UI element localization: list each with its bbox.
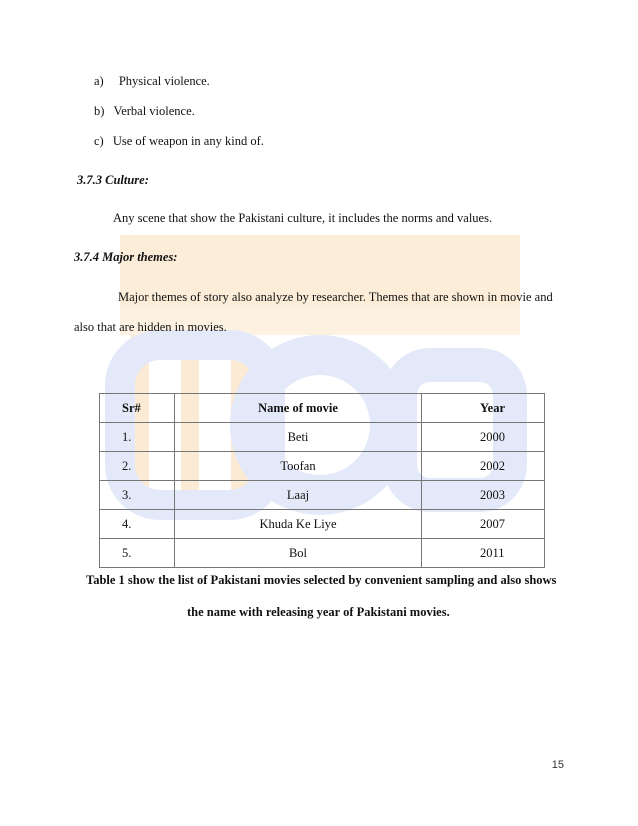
table-caption-line1: Table 1 show the list of Pakistani movies selected by convenient sampling and also shows (86, 573, 557, 587)
cell-year: 2003 (422, 481, 545, 510)
table-row (100, 539, 545, 568)
section-heading-themes: 3.7.4 Major themes: (74, 250, 178, 264)
header-year: Year (422, 394, 545, 423)
list-item (94, 74, 210, 89)
header-name: Name of movie (175, 394, 422, 423)
movies-table (99, 393, 545, 568)
table-row (100, 452, 545, 481)
table-caption-line2: the name with releasing year of Pakistani movies. (187, 605, 450, 619)
list-text: Verbal violence. (113, 104, 195, 118)
cell-name: Bol (175, 539, 422, 568)
list-item (94, 134, 264, 149)
table-header-row (100, 394, 545, 423)
list-marker: a) (94, 74, 104, 88)
table-row (100, 423, 545, 452)
section-body-themes-line2: also that are hidden in movies. (74, 320, 227, 334)
cell-name: Beti (175, 423, 422, 452)
cell-sr: 1. (100, 423, 175, 452)
page-number: 15 (551, 759, 564, 771)
cell-sr: 4. (100, 510, 175, 539)
section-body-culture: Any scene that show the Pakistani culture, it includes the norms and values. (113, 211, 493, 225)
cell-name: Khuda Ke Liye (175, 510, 422, 539)
list-text: Use of weapon in any kind of. (112, 134, 264, 148)
section-heading-culture: 3.7.3 Culture: (77, 173, 149, 187)
header-sr: Sr# (100, 394, 175, 423)
cell-year: 2002 (422, 452, 545, 481)
table-row (100, 510, 545, 539)
cell-year: 2011 (422, 539, 545, 568)
cell-sr: 2. (100, 452, 175, 481)
section-body-themes-line1: Major themes of story also analyze by researcher. Themes that are shown in movie and (118, 290, 553, 304)
list-marker: c) (94, 134, 104, 148)
cell-year: 2007 (422, 510, 545, 539)
cell-year: 2000 (422, 423, 545, 452)
list-text: Physical violence. (118, 74, 210, 88)
cell-name: Laaj (175, 481, 422, 510)
cell-sr: 3. (100, 481, 175, 510)
cell-name: Toofan (175, 452, 422, 481)
list-marker: b) (94, 104, 105, 118)
table-row (100, 481, 545, 510)
list-item (94, 104, 195, 119)
cell-sr: 5. (100, 539, 175, 568)
